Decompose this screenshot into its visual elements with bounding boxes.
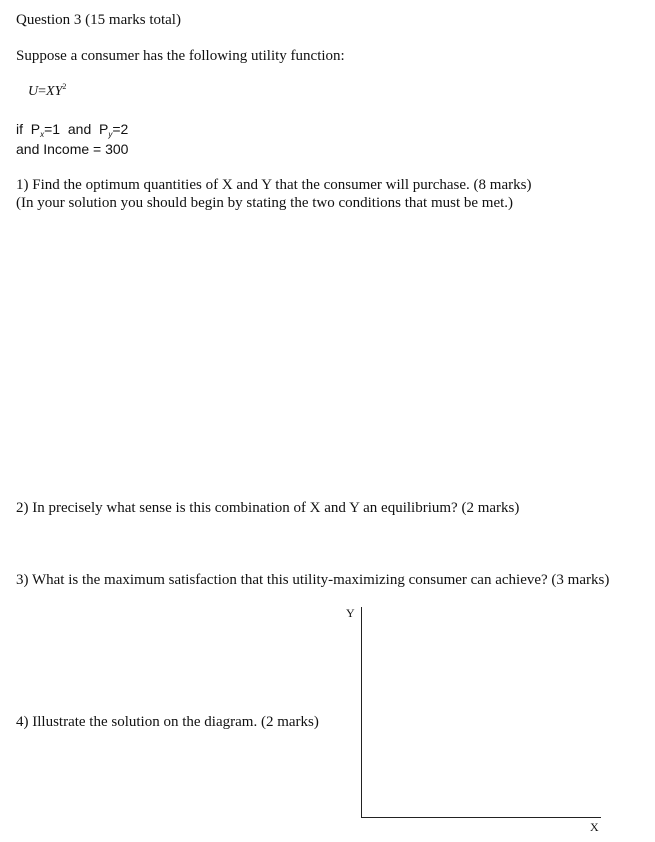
utility-lhs: U [28,84,39,99]
price-and: and [67,121,92,137]
price-line [16,120,128,138]
px-value: =1 [44,121,61,137]
px-symbol: P [30,121,41,137]
x-axis [361,817,601,818]
part3-text: 3) What is the maximum satisfaction that this utility-maximizing consumer can achieve? (3 marks) [16,572,610,588]
y-axis [361,607,362,818]
x-axis-label: X [590,820,599,834]
part4-text: 4) Illustrate the solution on the diagram. (2 marks) [16,714,319,730]
intro-text: Suppose a consumer has the following utility function: [16,48,345,64]
question-title: Question 3 (15 marks total) [16,12,181,28]
part1-line2: (In your solution you should begin by stating the two conditions that must be met.) [16,195,514,211]
py-symbol: P [99,121,109,137]
y-axis-label: Y [346,606,355,620]
part1-line1: 1) Find the optimum quantities of X and Y that the consumer will purchase. (8 marks) [16,177,532,193]
utility-exponent: 2 [62,82,67,91]
px-sub: x [40,130,45,139]
income-line: and Income = 300 [16,141,129,157]
utility-rhs: XY [46,84,63,99]
part2-text: 2) In precisely what sense is this combination of X and Y an equilibrium? (2 marks) [16,500,520,516]
price-if: if [16,121,23,137]
py-sub: y [108,130,113,139]
utility-eq: = [38,84,47,99]
py-value: =2 [112,121,129,137]
utility-function [28,83,66,101]
